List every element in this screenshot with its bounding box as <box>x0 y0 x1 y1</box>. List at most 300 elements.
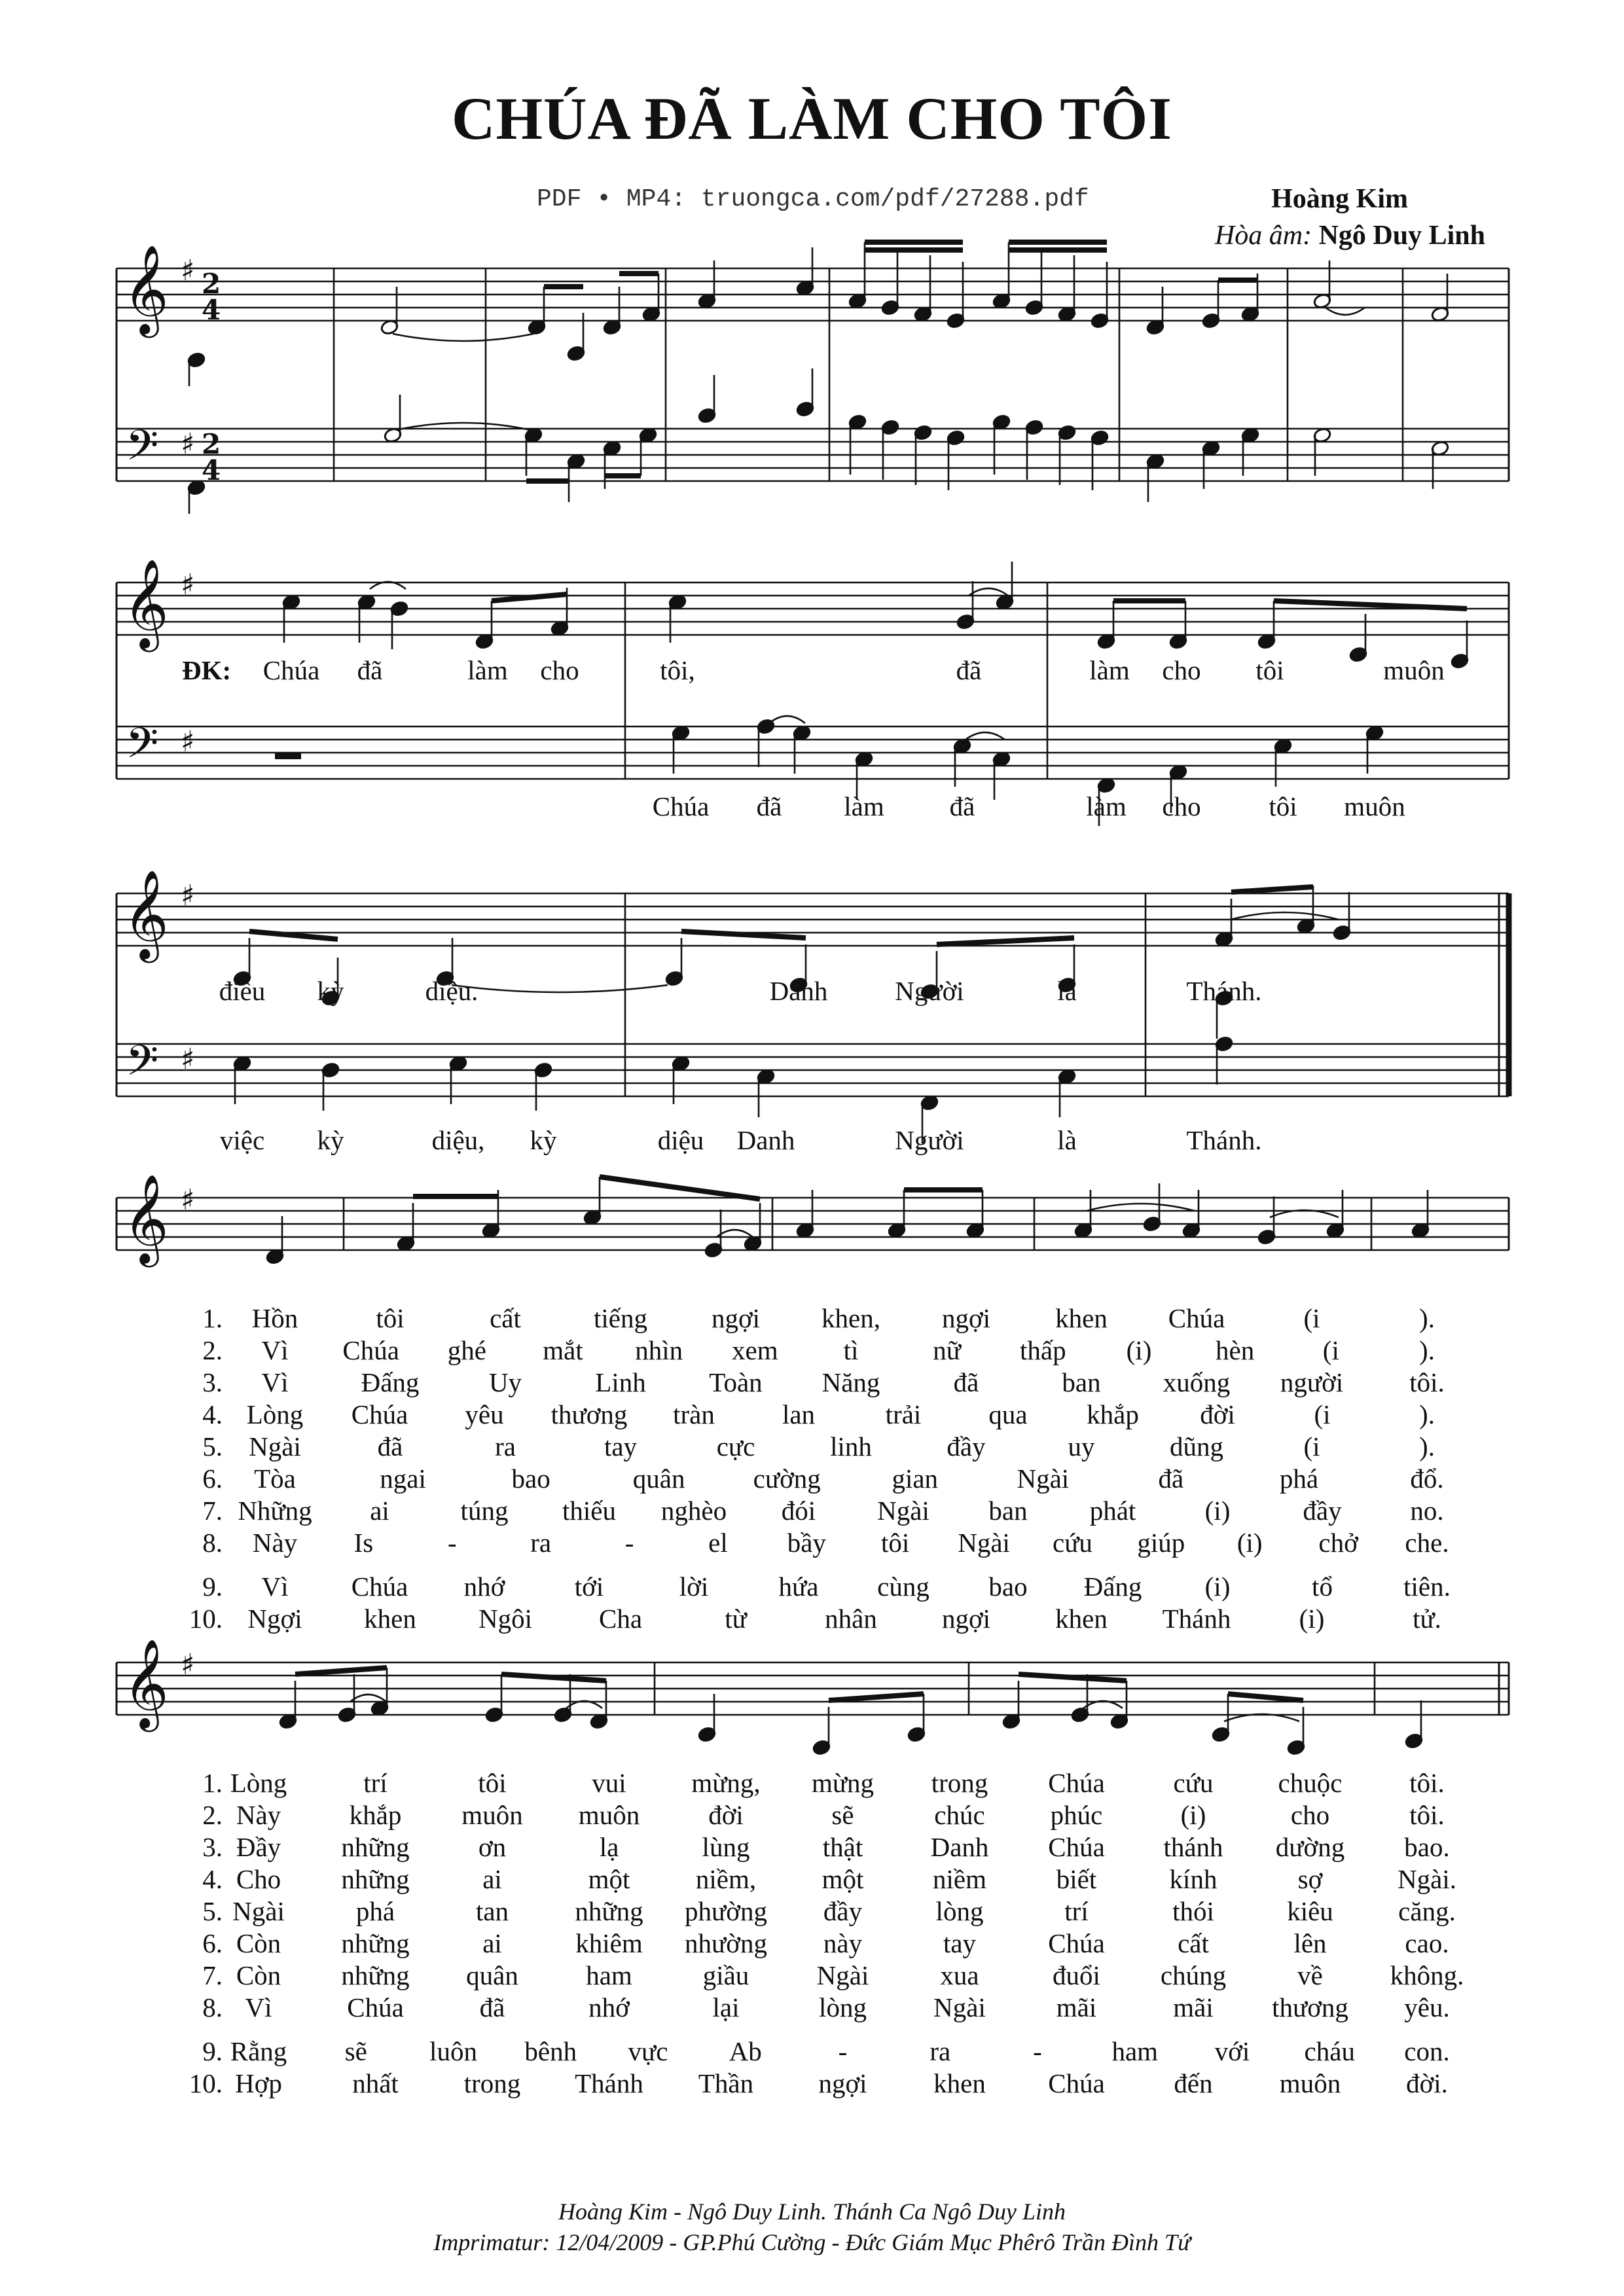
lyric-syllable: Ngài. <box>1398 1864 1456 1894</box>
lyric-syllable: mừng <box>811 1768 875 1798</box>
lyric-syllable: Danh <box>769 976 828 1006</box>
lyric-syllable: ngai <box>380 1463 426 1494</box>
lyric-syllable: Cho <box>236 1864 281 1894</box>
lyric-syllable: muôn <box>1344 791 1405 821</box>
lyric-syllable: tôi <box>1255 655 1284 685</box>
footer-imprimatur: Imprimatur: 12/04/2009 - GP.Phú Cường - Đức Giám Mục Phêrô Trần Đình Tứ <box>433 2229 1191 2255</box>
lyric-syllable: cực <box>716 1431 755 1462</box>
lyric-syllable: thật <box>822 1832 863 1862</box>
lyric-syllable: cường <box>753 1463 821 1494</box>
lyric-syllable: kỳ <box>530 1125 557 1155</box>
lyric-syllable: bênh <box>524 2036 577 2066</box>
lyric-syllable: bao <box>988 1571 1028 1602</box>
lyric-syllable: Ngài <box>232 1896 285 1926</box>
composer-name: Hoàng Kim <box>1271 184 1408 214</box>
time-signature-denominator: 4 <box>202 454 221 486</box>
lyric-syllable: Thánh. <box>1186 976 1262 1006</box>
verse-b-verse-line <box>0 2036 1624 2068</box>
lyric-syllable: hứa <box>778 1571 819 1602</box>
lyric-syllable: (i <box>1322 1335 1339 1365</box>
lyric-syllable: Ngài <box>877 1496 929 1526</box>
lyric-syllable: Người <box>895 976 964 1006</box>
verse-b-verse-line <box>0 1799 1624 1832</box>
lyric-syllable: thương <box>1272 1992 1348 2022</box>
lyric-syllable: đói <box>781 1496 816 1526</box>
lyric-syllable: ai <box>482 1864 502 1894</box>
lyric-syllable: Ngài <box>816 1960 869 1990</box>
lyric-syllable: Chúa <box>1168 1303 1225 1333</box>
sharp-icon: ♯ <box>181 879 195 912</box>
verse-a-verse-line <box>0 1463 1624 1496</box>
verse-b-verse-number: 2. <box>202 1800 223 1830</box>
lyric-syllable: tràn <box>673 1399 715 1429</box>
lyric-syllable: Uy <box>488 1367 522 1397</box>
lyric-syllable: khắp <box>349 1800 402 1830</box>
lyric-syllable: khắp <box>1087 1399 1139 1429</box>
lyric-syllable: tay <box>943 1928 977 1958</box>
lyric-syllable: Này <box>236 1800 281 1830</box>
verse-a-verse-number: 4. <box>202 1399 223 1429</box>
lyric-syllable: nhất <box>352 2068 399 2098</box>
lyric-syllable: ban <box>1062 1367 1101 1397</box>
lyric-syllable: Ngợi <box>247 1604 302 1634</box>
lyric-syllable: nghèo <box>660 1496 727 1526</box>
lyric-syllable: người <box>1280 1367 1344 1397</box>
lyric-syllable: việc <box>219 1125 265 1155</box>
lyric-syllable: trí <box>1064 1896 1089 1926</box>
verse-b-verse-line <box>0 1831 1624 1864</box>
lyric-syllable: qua <box>988 1399 1028 1429</box>
lyric-syllable: Lòng <box>246 1399 304 1429</box>
lyric-syllable: niềm <box>933 1864 986 1894</box>
lyric-syllable: lạ <box>599 1832 619 1862</box>
lyric-syllable: Hợp <box>235 2068 282 2098</box>
treble-clef-icon: 𝄞 <box>123 1638 169 1728</box>
lyric-syllable: đổ. <box>1410 1463 1444 1494</box>
verse-b-verse-number: 6. <box>202 1928 223 1958</box>
lyric-syllable: ra <box>929 2036 951 2066</box>
lyric-syllable: (i) <box>1204 1571 1231 1602</box>
lyric-syllable: ham <box>586 1960 632 1990</box>
lyric-syllable: yêu. <box>1404 1992 1450 2022</box>
lyric-syllable: điều <box>219 976 266 1006</box>
refrain-lyrics-bass-1 <box>0 791 1624 823</box>
verse-a-verse-number: 7. <box>202 1496 223 1526</box>
lyric-syllable: những <box>341 1960 410 1990</box>
lyric-syllable: lòng <box>935 1896 984 1926</box>
sharp-icon: ♯ <box>181 254 195 287</box>
lyric-syllable: thói <box>1172 1896 1214 1926</box>
lyric-syllable: Hồn <box>251 1303 298 1333</box>
verse-a-verse-line <box>0 1527 1624 1560</box>
lyric-syllable: Ngài <box>933 1992 986 2022</box>
lyric-syllable: đã <box>949 791 975 821</box>
lyric-syllable: luôn <box>429 2036 477 2066</box>
lyric-syllable: muôn <box>1383 655 1445 685</box>
lyric-syllable: này <box>823 1928 863 1958</box>
lyric-syllable: Chúa <box>1048 1928 1105 1958</box>
footer-credit: Hoàng Kim - Ngô Duy Linh. Thánh Ca Ngô Duy Linh <box>558 2198 1066 2225</box>
lyric-syllable: đời <box>1200 1399 1235 1429</box>
bass-clef-icon: 𝄢 <box>126 1037 159 1096</box>
source-link[interactable]: PDF • MP4: truongca.com/pdf/27288.pdf <box>537 185 1089 213</box>
lyric-syllable: Những <box>238 1496 312 1526</box>
lyric-syllable: nhân <box>825 1604 877 1634</box>
lyric-syllable: đã <box>956 655 982 685</box>
lyric-syllable: kỳ <box>317 1125 344 1155</box>
verse-b-verse-number: 3. <box>202 1832 223 1862</box>
lyric-syllable: trải <box>885 1399 922 1429</box>
lyric-syllable: biết <box>1056 1864 1097 1894</box>
lyric-syllable: diệu. <box>425 976 478 1006</box>
bass-clef-icon: 𝄢 <box>126 422 159 480</box>
lyric-syllable: đã <box>377 1431 403 1462</box>
lyric-syllable: đầy <box>1303 1496 1342 1526</box>
lyric-syllable: tan <box>475 1896 509 1926</box>
lyric-syllable: với <box>1214 2036 1250 2066</box>
time-signature-numerator: 2 <box>202 428 221 460</box>
lyric-syllable: Chúa <box>342 1335 399 1365</box>
lyric-syllable: những <box>341 1832 410 1862</box>
verse-b-verse-number: 5. <box>202 1896 223 1926</box>
lyric-syllable: muôn <box>461 1800 523 1830</box>
lyric-syllable: el <box>708 1528 728 1558</box>
lyric-syllable: con. <box>1404 2036 1450 2066</box>
lyric-syllable: mừng, <box>691 1768 761 1798</box>
tie-slur <box>965 732 1005 740</box>
sharp-icon: ♯ <box>181 568 195 601</box>
lyric-syllable: - <box>624 1528 634 1558</box>
lyric-syllable: đã <box>953 1367 979 1397</box>
lyric-syllable: tôi. <box>1409 1800 1445 1830</box>
lyric-syllable: cháu <box>1304 2036 1355 2066</box>
lyric-syllable: phá <box>1279 1463 1319 1494</box>
lyric-syllable: Chúa <box>652 791 710 821</box>
lyric-syllable: cho <box>1162 791 1201 821</box>
lyric-syllable: tôi. <box>1409 1367 1445 1397</box>
lyric-syllable: no. <box>1410 1496 1444 1526</box>
lyric-syllable: (i) <box>1126 1335 1152 1365</box>
lyric-syllable: Thánh <box>1162 1604 1231 1634</box>
lyric-syllable: là <box>1057 1125 1077 1155</box>
lyric-syllable: Thần <box>698 2068 754 2098</box>
lyric-syllable: cho <box>540 655 579 685</box>
lyric-syllable: ). <box>1419 1335 1435 1365</box>
lyric-syllable: là <box>1057 976 1077 1006</box>
verse-a-verse-number: 2. <box>202 1335 223 1365</box>
lyric-syllable: trí <box>363 1768 388 1798</box>
lyric-syllable: về <box>1297 1960 1323 1990</box>
lyric-syllable: sợ <box>1297 1864 1323 1894</box>
lyric-syllable: vui <box>592 1768 626 1798</box>
lyric-syllable: Toàn <box>709 1367 763 1397</box>
lyric-syllable: ngợi <box>818 2068 867 2098</box>
lyric-syllable: Còn <box>236 1928 281 1958</box>
treble-clef-icon: 𝄞 <box>123 243 169 334</box>
lyric-syllable: xuống <box>1163 1367 1231 1397</box>
verse-b-verse-number: 9. <box>202 2036 223 2066</box>
verse-a-verse-line <box>0 1335 1624 1367</box>
note-beam <box>1274 601 1467 609</box>
lyric-syllable: Lòng <box>230 1768 287 1798</box>
lyric-syllable: (i) <box>1204 1496 1231 1526</box>
lyric-syllable: (i <box>1303 1431 1320 1462</box>
lyric-syllable: mãi <box>1173 1992 1214 2022</box>
lyric-syllable: Vì <box>261 1335 289 1365</box>
lyric-syllable: thiếu <box>562 1496 616 1526</box>
lyric-syllable: ra <box>530 1528 552 1558</box>
lyric-syllable: khen <box>1055 1303 1108 1333</box>
lyric-syllable: ). <box>1419 1303 1435 1333</box>
verse-a-verse-line <box>0 1603 1624 1636</box>
tie-slur <box>350 1695 386 1702</box>
lyric-syllable: tử. <box>1413 1604 1441 1634</box>
lyric-syllable: những <box>575 1896 643 1926</box>
lyric-syllable: giúp <box>1137 1528 1185 1558</box>
lyric-syllable: ai <box>482 1928 502 1958</box>
lyric-syllable: (i) <box>1299 1604 1325 1634</box>
lyric-syllable: tổ <box>1312 1571 1333 1602</box>
tie-slur <box>1087 1204 1195 1211</box>
lyric-syllable: Còn <box>236 1960 281 1990</box>
lyric-syllable: ham <box>1111 2036 1159 2066</box>
lyric-syllable: tì <box>843 1335 859 1365</box>
verse-a-verse-line <box>0 1302 1624 1335</box>
lyric-syllable: sẽ <box>831 1800 854 1830</box>
lyric-syllable: hèn <box>1216 1335 1255 1365</box>
verse-a-verse-number: 8. <box>202 1528 223 1558</box>
lyric-syllable: khen <box>364 1604 416 1634</box>
lyric-syllable: Ngài <box>1017 1463 1070 1494</box>
lyric-syllable: ). <box>1419 1399 1435 1429</box>
lyric-syllable: tôi <box>881 1528 910 1558</box>
lyric-syllable: ra <box>495 1431 516 1462</box>
lyric-syllable: Linh <box>595 1367 646 1397</box>
lyric-syllable: cao. <box>1405 1928 1449 1958</box>
lyric-syllable: Vì <box>245 1992 272 2022</box>
lyric-syllable: dũng <box>1170 1431 1223 1462</box>
lyric-syllable: yêu <box>465 1399 504 1429</box>
note-beam <box>295 1668 387 1674</box>
lyric-syllable: ai <box>370 1496 389 1526</box>
lyric-syllable: diệu <box>657 1125 704 1155</box>
lyric-syllable: ). <box>1419 1431 1435 1462</box>
lyric-syllable: đã <box>1158 1463 1184 1494</box>
verse-a-verse-number: 1. <box>202 1303 223 1333</box>
lyric-syllable: tôi <box>1269 791 1297 821</box>
lyric-syllable: phường <box>685 1896 767 1926</box>
lyric-syllable: đã <box>479 1992 505 2022</box>
verse-a-verse-line <box>0 1399 1624 1431</box>
arranger-name: Ngô Duy Linh <box>1318 221 1485 251</box>
lyric-syllable: túng <box>460 1496 509 1526</box>
lyric-syllable: cho <box>1290 1800 1330 1830</box>
lyric-syllable: Cha <box>598 1604 643 1634</box>
lyric-syllable: thánh <box>1163 1832 1223 1862</box>
bass-clef-icon: 𝄢 <box>126 719 159 778</box>
verse-b-verse-line <box>0 1960 1624 1992</box>
lyric-syllable: Chúa <box>1048 2068 1105 2098</box>
verse-a-verse-number: 6. <box>202 1463 223 1494</box>
verse-b-verse-line <box>0 1895 1624 1928</box>
lyric-syllable: Đấng <box>1083 1571 1142 1602</box>
verse-a-verse-line <box>0 1571 1624 1604</box>
lyric-syllable: Rằng <box>230 2036 287 2066</box>
lyric-syllable: quân <box>632 1463 685 1494</box>
lyric-syllable: lan <box>782 1399 816 1429</box>
verse-b-verse-number: 1. <box>202 1768 223 1798</box>
lyric-syllable: Tòa <box>254 1463 296 1494</box>
lyric-syllable: lên <box>1293 1928 1327 1958</box>
lyric-syllable: tiếng <box>594 1303 647 1333</box>
lyric-syllable: Thánh. <box>1186 1125 1262 1155</box>
tie-slur <box>717 1230 753 1237</box>
lyric-syllable: đời. <box>1406 2068 1448 2098</box>
lyric-syllable: bao <box>511 1463 550 1494</box>
lyric-syllable: Này <box>252 1528 298 1558</box>
lyric-syllable: căng. <box>1398 1896 1456 1926</box>
lyric-syllable: tới <box>574 1571 604 1602</box>
tie-slur <box>769 716 805 723</box>
lyric-syllable: cất <box>1178 1928 1209 1958</box>
lyric-syllable: mắt <box>543 1335 583 1365</box>
tie-slur <box>969 588 1008 596</box>
lyric-syllable: - <box>838 2036 848 2066</box>
lyric-syllable: cho <box>1162 655 1201 685</box>
verse-b-verse-number: 7. <box>202 1960 223 1990</box>
lyric-syllable: đời <box>708 1800 744 1830</box>
lyric-syllable: diệu, <box>431 1125 485 1155</box>
lyric-syllable: kiêu <box>1287 1896 1333 1926</box>
lyric-syllable: Danh <box>930 1832 989 1862</box>
lyric-syllable: Vì <box>261 1571 289 1602</box>
lyric-syllable: làm <box>844 791 884 821</box>
lyric-syllable: từ <box>725 1604 747 1634</box>
verse-b-verse-number: 10. <box>189 2068 223 2098</box>
lyric-syllable: niềm, <box>695 1864 757 1894</box>
verse-b-verse-line <box>0 1992 1624 2024</box>
song-title: CHÚA ĐÃ LÀM CHO TÔI <box>452 85 1172 152</box>
lyric-syllable: kính <box>1169 1864 1218 1894</box>
verse-a-verse-number: 5. <box>202 1431 223 1462</box>
time-signature-denominator: 4 <box>202 294 221 326</box>
lyric-syllable: thương <box>550 1399 628 1429</box>
lyric-syllable: thấp <box>1020 1335 1066 1365</box>
lyric-syllable: khen <box>933 2068 986 2098</box>
lyric-syllable: khiêm <box>575 1928 643 1958</box>
lyric-syllable: Thánh <box>575 2068 643 2098</box>
lyric-syllable: không. <box>1390 1960 1464 1990</box>
lyric-syllable: (i <box>1303 1303 1320 1333</box>
tie-slur <box>1231 912 1339 920</box>
verse-b-verse-line <box>0 2068 1624 2100</box>
lyric-syllable: gian <box>892 1463 939 1494</box>
note-beam <box>829 1694 924 1700</box>
lyric-syllable: Ngôi <box>478 1604 532 1634</box>
verse-b-verse-line <box>0 1863 1624 1896</box>
sharp-icon: ♯ <box>181 1648 195 1681</box>
lyric-syllable: lời <box>679 1571 709 1602</box>
refrain-lyrics-soprano-2 <box>0 975 1624 1008</box>
lyric-syllable: cứu <box>1052 1528 1092 1558</box>
note-beam <box>1231 887 1313 892</box>
treble-clef-icon: 𝄞 <box>123 558 169 648</box>
lyric-syllable: bầy <box>787 1528 826 1558</box>
lyric-syllable: đã <box>756 791 782 821</box>
lyric-syllable: lại <box>712 1992 740 2022</box>
treble-clef-icon: 𝄞 <box>123 869 169 959</box>
sharp-icon: ♯ <box>181 725 195 759</box>
lyric-syllable: tôi. <box>1409 1768 1445 1798</box>
verse-b-verse-number: 8. <box>202 1992 223 2022</box>
half-rest-icon <box>275 753 301 759</box>
lyric-syllable: giầu <box>702 1960 749 1990</box>
lyric-syllable: đến <box>1174 2068 1213 2098</box>
lyric-syllable: một <box>588 1864 630 1894</box>
lyric-syllable: Ngài <box>249 1431 301 1462</box>
lyric-syllable: chở <box>1318 1528 1358 1558</box>
lyric-syllable: Chúa <box>351 1571 408 1602</box>
lyric-syllable: tôi, <box>660 655 695 685</box>
note-beam <box>600 1177 760 1199</box>
lyric-syllable: (i <box>1314 1399 1331 1429</box>
lyric-syllable: Chúa <box>1048 1768 1105 1798</box>
lyric-syllable: chúc <box>934 1800 985 1830</box>
refrain-lyrics-bass-2 <box>0 1124 1624 1157</box>
tie-slur <box>393 334 533 341</box>
lyric-syllable: Chúa <box>1048 1832 1105 1862</box>
lyric-syllable: cất <box>490 1303 521 1333</box>
lyric-syllable: mãi <box>1056 1992 1097 2022</box>
lyric-syllable: trong <box>931 1768 988 1798</box>
lyric-syllable: làm <box>467 655 508 685</box>
refrain-label: ĐK: <box>182 655 232 685</box>
lyric-syllable: (i) <box>1180 1800 1206 1830</box>
lyric-syllable: tôi <box>376 1303 405 1333</box>
lyric-syllable: tay <box>604 1431 638 1462</box>
lyric-syllable: - <box>1033 2036 1042 2066</box>
lyric-syllable: nhớ <box>463 1571 505 1602</box>
treble-clef-icon: 𝄞 <box>123 1173 169 1263</box>
lyric-syllable: ngợi <box>711 1303 761 1333</box>
sharp-icon: ♯ <box>181 1183 195 1217</box>
lyric-syllable: đầy <box>823 1896 863 1926</box>
lyric-syllable: Đầy <box>236 1832 281 1862</box>
lyric-syllable: cùng <box>877 1571 929 1602</box>
lyric-syllable: Người <box>895 1125 964 1155</box>
lyric-syllable: linh <box>830 1431 872 1462</box>
lyric-syllable: xua <box>940 1960 979 1990</box>
verse-b-verse-number: 4. <box>202 1864 223 1894</box>
verse-b-verse-line <box>0 1767 1624 1800</box>
note-beam <box>1228 1694 1303 1700</box>
verse-b-verse-line <box>0 1928 1624 1960</box>
lyric-syllable: khen, <box>821 1303 880 1333</box>
lyric-syllable: những <box>341 1928 410 1958</box>
lyric-syllable: nhìn <box>635 1335 683 1365</box>
lyric-syllable: Vì <box>261 1367 289 1397</box>
lyric-syllable: một <box>821 1864 864 1894</box>
lyric-syllable: bao. <box>1404 1832 1450 1862</box>
lyric-syllable: Ab <box>729 2036 762 2066</box>
lyric-syllable: lòng <box>819 1992 867 2022</box>
lyric-syllable: phát <box>1089 1496 1136 1526</box>
lyric-syllable: phúc <box>1050 1800 1103 1830</box>
note-beam <box>937 938 1074 944</box>
verse-a-verse-line <box>0 1431 1624 1463</box>
lyric-syllable: lùng <box>702 1832 750 1862</box>
lyric-syllable: những <box>341 1864 410 1894</box>
